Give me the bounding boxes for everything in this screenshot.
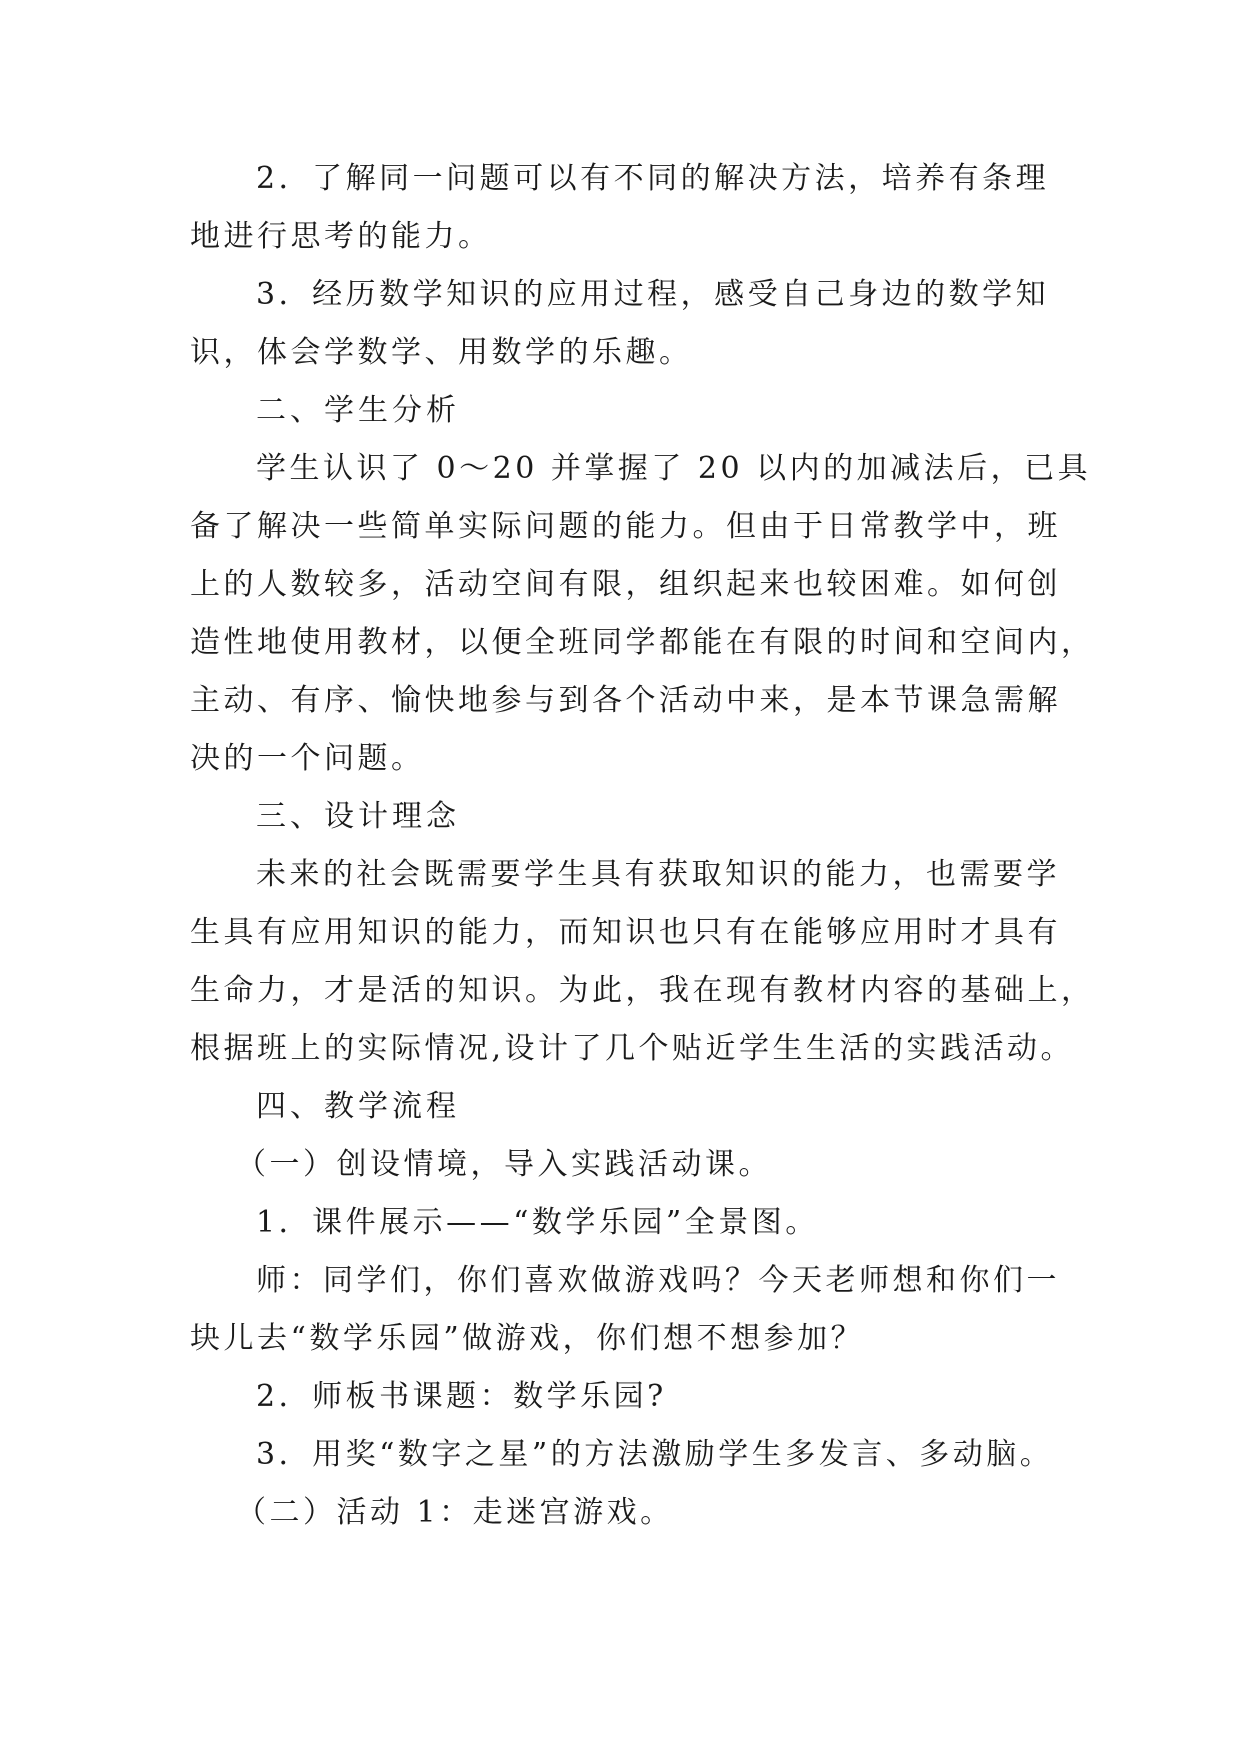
paragraph-line: 块儿去“数学乐园”做游戏，你们想不想参加？ bbox=[190, 1321, 865, 1356]
paragraph-line: 主动、有序、愉快地参与到各个活动中来，是本节课急需解 bbox=[190, 683, 1061, 718]
paragraph-line: 学生认识了 0～20 并掌握了 20 以内的加减法后，已具 bbox=[256, 451, 1092, 486]
paragraph-line: 备了解决一些简单实际问题的能力。但由于日常教学中，班 bbox=[190, 509, 1061, 544]
section-heading-student-analysis: 二、学生分析 bbox=[256, 393, 460, 428]
subsection-heading: （一）创设情境，导入实践活动课。 bbox=[236, 1147, 772, 1182]
subsection-heading: （二）活动 1：走迷宫游戏。 bbox=[236, 1495, 674, 1530]
paragraph-line: 上的人数较多，活动空间有限，组织起来也较困难。如何创 bbox=[190, 567, 1061, 602]
paragraph-line: 生命力，才是活的知识。为此，我在现有教材内容的基础上， bbox=[190, 973, 1095, 1008]
paragraph-line: 生具有应用知识的能力，而知识也只有在能够应用时才具有 bbox=[190, 915, 1061, 950]
paragraph-line: 识，体会学数学、用数学的乐趣。 bbox=[190, 335, 693, 370]
paragraph-line: 造性地使用教材，以便全班同学都能在有限的时间和空间内， bbox=[190, 625, 1095, 660]
document-page bbox=[190, 150, 1095, 1542]
paragraph-line: 2．师板书课题：数学乐园? bbox=[256, 1379, 667, 1414]
paragraph-line: 2．了解同一问题可以有不同的解决方法，培养有条理 bbox=[256, 161, 1050, 196]
paragraph-line: 1．课件展示——“数学乐园”全景图。 bbox=[256, 1205, 819, 1240]
paragraph-line: 根据班上的实际情况,设计了几个贴近学生生活的实践活动。 bbox=[190, 1031, 1075, 1066]
section-heading-design-concept: 三、设计理念 bbox=[256, 799, 460, 834]
paragraph-line: 决的一个问题。 bbox=[190, 741, 425, 776]
paragraph-line: 未来的社会既需要学生具有获取知识的能力，也需要学 bbox=[256, 857, 1060, 892]
paragraph-line: 地进行思考的能力。 bbox=[190, 219, 492, 254]
section-heading-teaching-process: 四、教学流程 bbox=[256, 1089, 460, 1124]
paragraph-line: 师：同学们，你们喜欢做游戏吗？今天老师想和你们一 bbox=[256, 1263, 1060, 1298]
paragraph-line: 3．经历数学知识的应用过程，感受自己身边的数学知 bbox=[256, 277, 1050, 312]
paragraph-line: 3．用奖“数字之星”的方法激励学生多发言、多动脑。 bbox=[256, 1437, 1054, 1472]
